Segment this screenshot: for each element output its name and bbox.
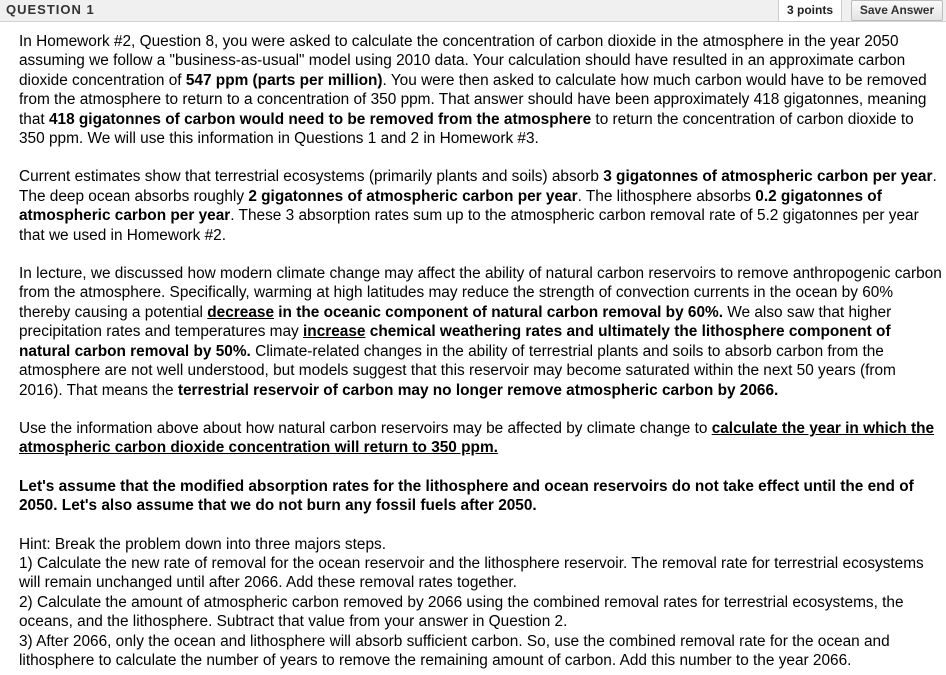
paragraph-assumptions: Let's assume that the modified absorption rates for the lithosphere and ocean reservoirs do not take effect until the end of 2050. Let's also assume that we do not burn any fossil fuels after 2050. bbox=[19, 477, 914, 515]
paragraph-homework-context: In Homework #2, Question 8, you were asked to calculate the concentration of carbon dioxide in the atmosphere in the year 2050 assuming we follow a "business-as-usual" model using 2010 data. Your calculation should have resulted in an approximate carbon dioxide concentration of 547 ppm (parts per million). You were then asked to calculate how much carbon would have to be removed from the atmosphere to return to a concentration of 350 ppm. That answer should have been approximately 418 gigatonnes, meaning that 418 gigatonnes of carbon would need to be removed from the atmosphere to return the concentration of carbon dioxide to 350 ppm. We will use this information in Questions 1 and 2 in Homework #3. bbox=[19, 33, 927, 148]
hint-step-2: 2) Calculate the amount of atmospheric carbon removed by 2066 using the combined removal rates for terrestrial ecosystems, the oceans, and the lithosphere. Subtract that value from your answer in Question 2. bbox=[19, 593, 904, 631]
paragraph-lecture-discussion: In lecture, we discussed how modern climate change may affect the ability of natural carbon reservoirs to remove anthropogenic carbon from the atmosphere. Specifically, warming at high latitudes may reduce the strength of convection currents in the ocean by 60% thereby causing a potential decrease in the oceanic component of natural carbon removal by 60%. We also saw that higher precipitation rates and temperatures may increase chemical weathering rates and ultimately the lithosphere component of natural carbon removal by 50%. Climate-related changes in the ability of terrestrial plants and soils to absorb carbon from the atmosphere are not well understood, but models suggest that this reservoir may become saturated within the next 50 years (from 2016). That means the terrestrial reservoir of carbon may no longer remove atmospheric carbon by 2066. bbox=[19, 265, 942, 399]
hint-block bbox=[19, 535, 943, 671]
question-header bbox=[0, 0, 946, 22]
question-body bbox=[19, 32, 943, 670]
save-answer-button[interactable]: Save Answer bbox=[851, 0, 943, 21]
hint-step-3: 3) After 2066, only the ocean and lithosphere will absorb sufficient carbon. So, use the combined removal rate for the ocean and lithosphere to calculate the number of years to remove the remaining amount of carbon. Add this number to the year 2066. bbox=[19, 632, 890, 669]
question-title: QUESTION 1 bbox=[6, 2, 95, 17]
hint-intro: Hint: Break the problem down into three majors steps. bbox=[19, 535, 386, 553]
paragraph-task: Use the information above about how natural carbon reservoirs may be affected by climate change to calculate the year in which the atmospheric carbon dioxide concentration will return to 350 ppm. bbox=[19, 419, 935, 457]
points-badge: 3 points bbox=[778, 0, 842, 22]
hint-step-1: 1) Calculate the new rate of removal for the ocean reservoir and the lithosphere reservoir. The removal rate for terrestrial ecosystems will remain unchanged until after 2066. Add these removal rates together. bbox=[19, 554, 924, 592]
paragraph-current-estimates: Current estimates show that terrestrial ecosystems (primarily plants and soils) absorb 3 gigatonnes of atmospheric carbon per year. The deep ocean absorbs roughly 2 gigatonnes of atmospheric carbon per year. The lithosphere absorbs 0.2 gigatonnes of atmospheric carbon per year. These 3 absorption rates sum up to the atmospheric carbon removal rate of 5.2 gigatonnes per year that we used in Homework #2. bbox=[19, 168, 937, 244]
